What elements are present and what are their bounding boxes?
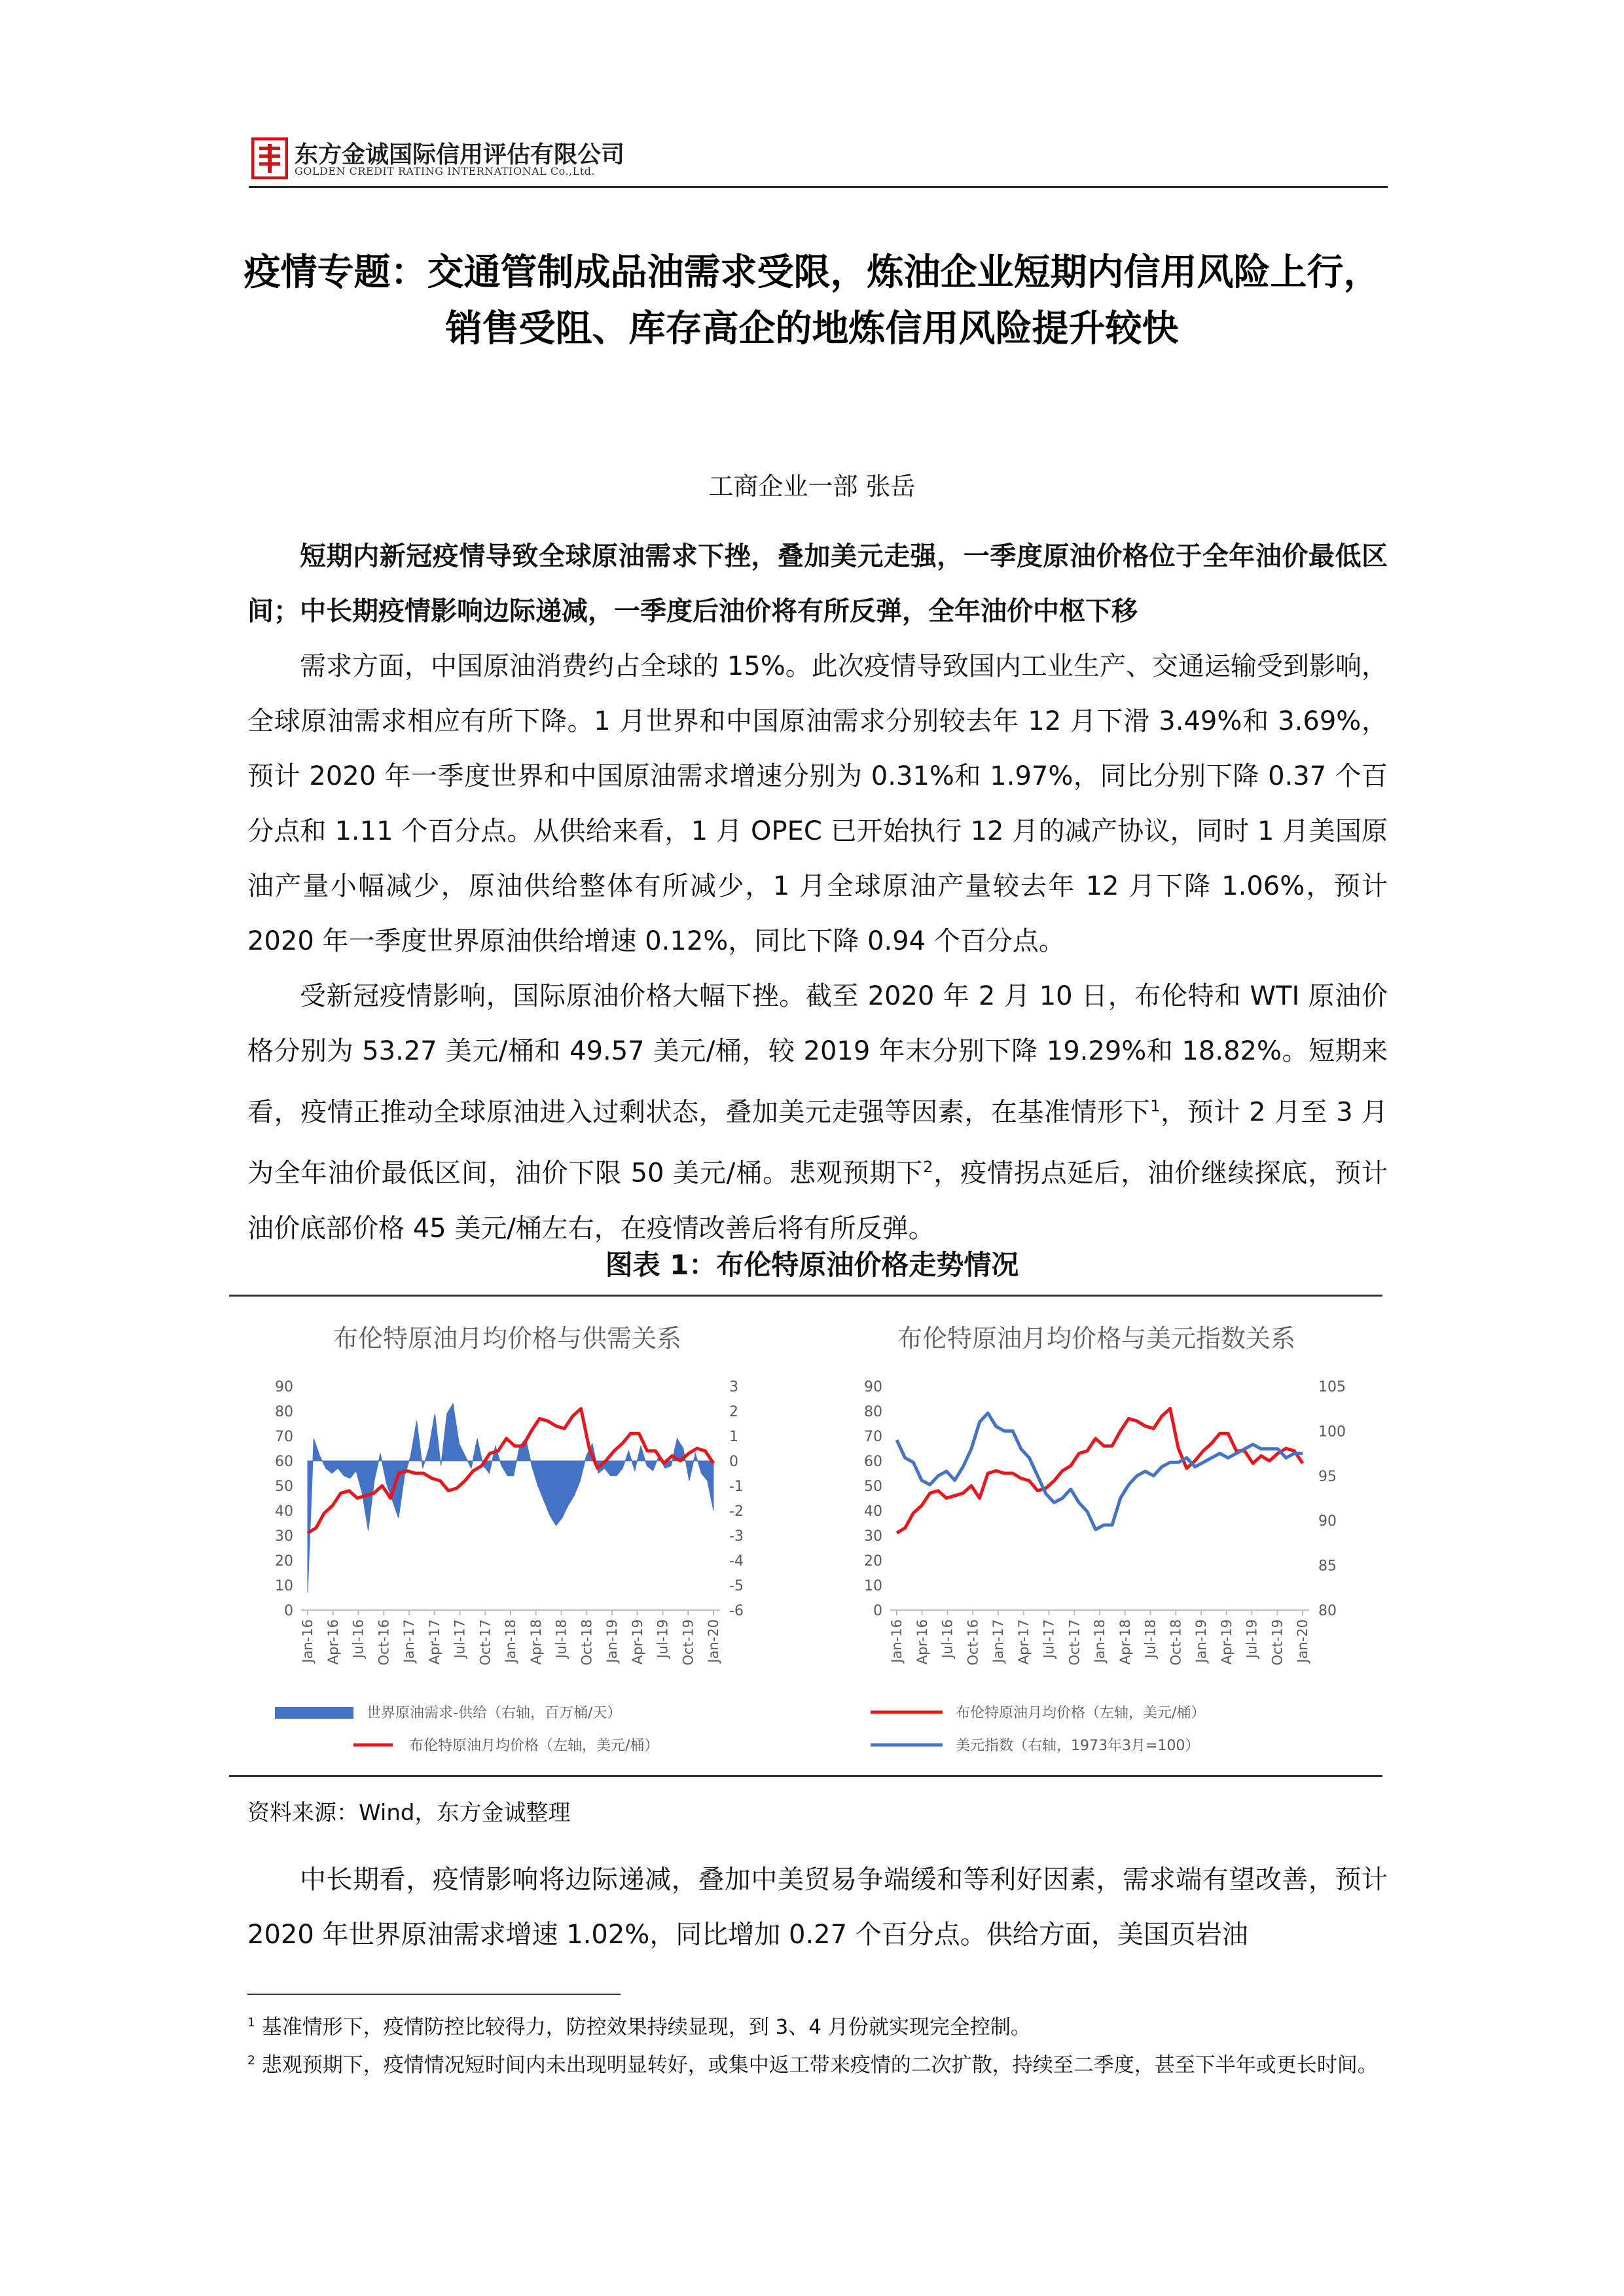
chart1-x-tick-label: Jan-18 [503, 1619, 518, 1663]
figure-top-rule [229, 1295, 1382, 1297]
chart1-title: 布伦特原油月均价格与供需关系 [333, 1324, 682, 1353]
chart2-legend-brent: 布伦特原油月均价格（左轴，美元/桶） [956, 1705, 1206, 1721]
chart1-legend-brent: 布伦特原油月均价格（左轴，美元/桶） [409, 1738, 659, 1754]
chart1-right-tick: -5 [729, 1578, 744, 1594]
chart1-right-tick: -4 [729, 1553, 744, 1570]
chart2-right-tick: 100 [1318, 1424, 1346, 1441]
chart2-x-tick-label: Apr-16 [914, 1619, 930, 1665]
chart1-right-tick: -2 [729, 1503, 744, 1520]
chart1-x-tick-label: Jan-16 [300, 1619, 316, 1663]
page-title-line1: 疫情专题：交通管制成品油需求受限，炼油企业短期内信用风险上行， [244, 251, 1380, 294]
chart2-right-tick: 80 [1318, 1603, 1337, 1619]
chart2-x-tick-label: Oct-17 [1066, 1619, 1083, 1666]
author-line: 工商企业一部 张岳 [708, 472, 916, 501]
chart1-legend-demand-supply: 世界原油需求-供给（右轴，百万桶/天） [367, 1705, 622, 1721]
chart2-x-tick-label: Jul-16 [939, 1619, 956, 1659]
chart1-x-tick-label: Jan-17 [401, 1619, 417, 1663]
chart2-right-tick: 105 [1318, 1379, 1346, 1395]
chart1-left-tick: 70 [275, 1429, 293, 1445]
chart2-left-tick: 10 [864, 1578, 882, 1594]
chart1-left-tick: 0 [284, 1603, 293, 1619]
chart2-left-tick: 30 [864, 1528, 882, 1545]
page-title-line2: 销售受阻、库存高企的地炼信用风险提升较快 [445, 308, 1179, 350]
company-name-en: GOLDEN CREDIT RATING INTERNATIONAL Co.,Ltd. [295, 165, 595, 177]
source-note: 资料来源：Wind，东方金诚整理 [247, 1800, 571, 1826]
company-name-cn: 东方金诚国际信用评估有限公司 [295, 141, 625, 168]
chart2-x-tick-label: Jan-16 [889, 1619, 905, 1663]
chart1-left-tick: 90 [275, 1379, 293, 1395]
footnote-2: $^2$ 悲观预期下，疫情情况短时间内未出现明显转好，或集中返工带来疫情的二次扩散，持续至二季度，甚至下半年或更长时间。 [247, 2053, 1378, 2077]
chart1-x-tick-label: Apr-16 [325, 1619, 341, 1665]
chart2-right-tick: 85 [1318, 1558, 1337, 1575]
chart1-x-tick-label: Oct-16 [376, 1619, 392, 1666]
lead-paragraph: 短期内新冠疫情导致全球原油需求下挫，叠加美元走强，一季度原油价格位于全年油价最低区间；中长期疫情影响边际递减，一季度后油价将有所反弹，全年油价中枢下移 [247, 541, 1388, 626]
chart1-right-tick: -1 [729, 1479, 744, 1495]
chart-supply-demand [236, 1302, 779, 1761]
chart1-legend-bar-swatch [275, 1707, 353, 1719]
chart2-x-tick-label: Jan-18 [1092, 1619, 1108, 1663]
demand-supply-paragraph: 需求方面，中国原油消费约占全球的 15%。此次疫情导致国内工业生产、交通运输受到影响，全球原油需求相应有所下降。1 月世界和中国原油需求分别较去年 12 月下滑 3.49%和 3.69%，预计 2020 年一季度世界和中国原油需求增速分别为 0.31%和 1.97%，同比分别下降 0.37 个百分点和 1.11 个百分点。从供给来看，1 月 OPEC 已开始执行 12 月的减产协议，同时 1 月美国原油产量小幅减少，原油供给整体有所减少，1 月全球原油产量较去年 12 月下降 1.06%，预计 2020 年一季度世界原油供给增速 0.12%，同比下降 0.94 个百分点。 [247, 651, 1388, 956]
header-divider [249, 186, 1388, 188]
footnote-ref-1[interactable]: 1 [1150, 1097, 1161, 1115]
footnote-1: $^1$ 基准情形下，疫情防控比较得力，防控效果持续显现，到 3、4 月份就实现完全控制。 [247, 2015, 1031, 2039]
chart2-x-tick-label: Jan-19 [1193, 1619, 1209, 1663]
chart2-left-tick: 0 [873, 1603, 882, 1619]
chart1-left-tick: 60 [275, 1454, 293, 1470]
chart2-left-tick: 60 [864, 1454, 882, 1470]
chart1-x-tick-label: Oct-18 [579, 1619, 595, 1666]
chart2-left-tick: 50 [864, 1479, 882, 1495]
chart1-left-tick: 80 [275, 1404, 293, 1420]
long-term-paragraph: 中长期看，疫情影响将边际递减，叠加中美贸易争端缓和等利好因素，需求端有望改善，预计 2020 年世界原油需求增速 1.02%，同比增加 0.27 个百分点。供给方面，美国页岩油 [247, 1865, 1388, 1950]
figure-bottom-rule [229, 1775, 1382, 1777]
chart2-left-tick: 90 [864, 1379, 882, 1395]
chart2-left-tick: 80 [864, 1404, 882, 1420]
chart1-right-tick: 2 [729, 1404, 738, 1420]
chart2-x-tick-label: Jan-17 [990, 1619, 1006, 1663]
figure-caption: 图表 1：布伦特原油价格走势情况 [605, 1249, 1019, 1281]
chart1-x-tick-label: Jul-17 [452, 1619, 468, 1659]
chart2-brent-line [897, 1408, 1303, 1533]
footnote-divider [247, 1994, 621, 1995]
chart2-x-tick-label: Jan-20 [1295, 1619, 1310, 1663]
chart1-demand-supply-area [308, 1404, 713, 1593]
chart2-x-tick-label: Oct-16 [965, 1619, 981, 1666]
chart1-x-tick-label: Apr-19 [629, 1619, 645, 1665]
chart1-x-tick-label: Apr-18 [528, 1619, 544, 1665]
chart1-x-tick-label: Oct-19 [680, 1619, 696, 1666]
chart1-right-tick: -6 [729, 1603, 744, 1619]
chart-usd-index [825, 1302, 1368, 1761]
chart2-legend-usd: 美元指数（右轴，1973年3月=100） [956, 1738, 1200, 1754]
chart1-x-tick-label: Apr-17 [426, 1619, 442, 1665]
chart2-x-tick-label: Apr-19 [1218, 1619, 1235, 1665]
company-logo-icon [251, 137, 288, 179]
chart1-left-tick: 10 [275, 1578, 293, 1594]
chart2-right-tick: 90 [1318, 1513, 1337, 1530]
chart1-left-tick: 50 [275, 1479, 293, 1495]
chart2-right-tick: 95 [1318, 1468, 1337, 1485]
chart1-x-tick-label: Jul-16 [350, 1619, 367, 1659]
chart2-usd-index-line [897, 1413, 1303, 1530]
chart1-right-tick: -3 [729, 1528, 744, 1545]
chart2-left-tick: 20 [864, 1553, 882, 1570]
chart2-x-tick-label: Oct-19 [1269, 1619, 1286, 1666]
chart2-title: 布伦特原油月均价格与美元指数关系 [897, 1324, 1296, 1353]
chart2-x-tick-label: Apr-18 [1117, 1619, 1133, 1665]
chart1-x-tick-label: Jan-19 [604, 1619, 620, 1663]
chart1-left-tick: 30 [275, 1528, 293, 1545]
chart1-x-tick-label: Jul-18 [553, 1619, 569, 1659]
chart2-left-tick: 40 [864, 1503, 882, 1520]
chart1-x-tick-label: Oct-17 [477, 1619, 494, 1666]
chart2-x-tick-label: Oct-18 [1168, 1619, 1184, 1666]
chart1-right-tick: 1 [729, 1429, 738, 1445]
chart2-x-tick-label: Jul-19 [1244, 1619, 1260, 1659]
chart2-x-tick-label: Apr-17 [1015, 1619, 1032, 1665]
chart2-x-tick-label: Jul-17 [1041, 1619, 1057, 1659]
chart1-left-tick: 40 [275, 1503, 293, 1520]
chart2-left-tick: 70 [864, 1429, 882, 1445]
chart1-left-tick: 20 [275, 1553, 293, 1570]
chart1-right-tick: 0 [729, 1454, 738, 1470]
chart2-x-tick-label: Jul-18 [1142, 1619, 1159, 1659]
chart1-x-tick-label: Jan-20 [706, 1619, 721, 1663]
footnote-ref-2[interactable]: 2 [923, 1158, 933, 1177]
chart1-x-tick-label: Jul-19 [655, 1619, 671, 1659]
chart1-right-tick: 3 [729, 1379, 738, 1395]
price-paragraph: 受新冠疫情影响，国际原油价格大幅下挫。截至 2020 年 2 月 10 日，布伦特和 WTI 原油价格分别为 53.27 美元/桶和 49.57 美元/桶，较 2019 年末分别下降 19.29%和 18.82%。短期来看，疫情正推动全球原油进入过剩状态，叠加美元走强等因素，在基准情形下$^1$，预计 2 月至 3 月为全年油价最低区间，油价下限 50 美元/桶。悲观预期下$^2$，疫情拐点延后，油价继续探底，预计油价底部价格 45 美元/桶左右，在疫情改善后将有所反弹。 [247, 981, 1388, 1244]
